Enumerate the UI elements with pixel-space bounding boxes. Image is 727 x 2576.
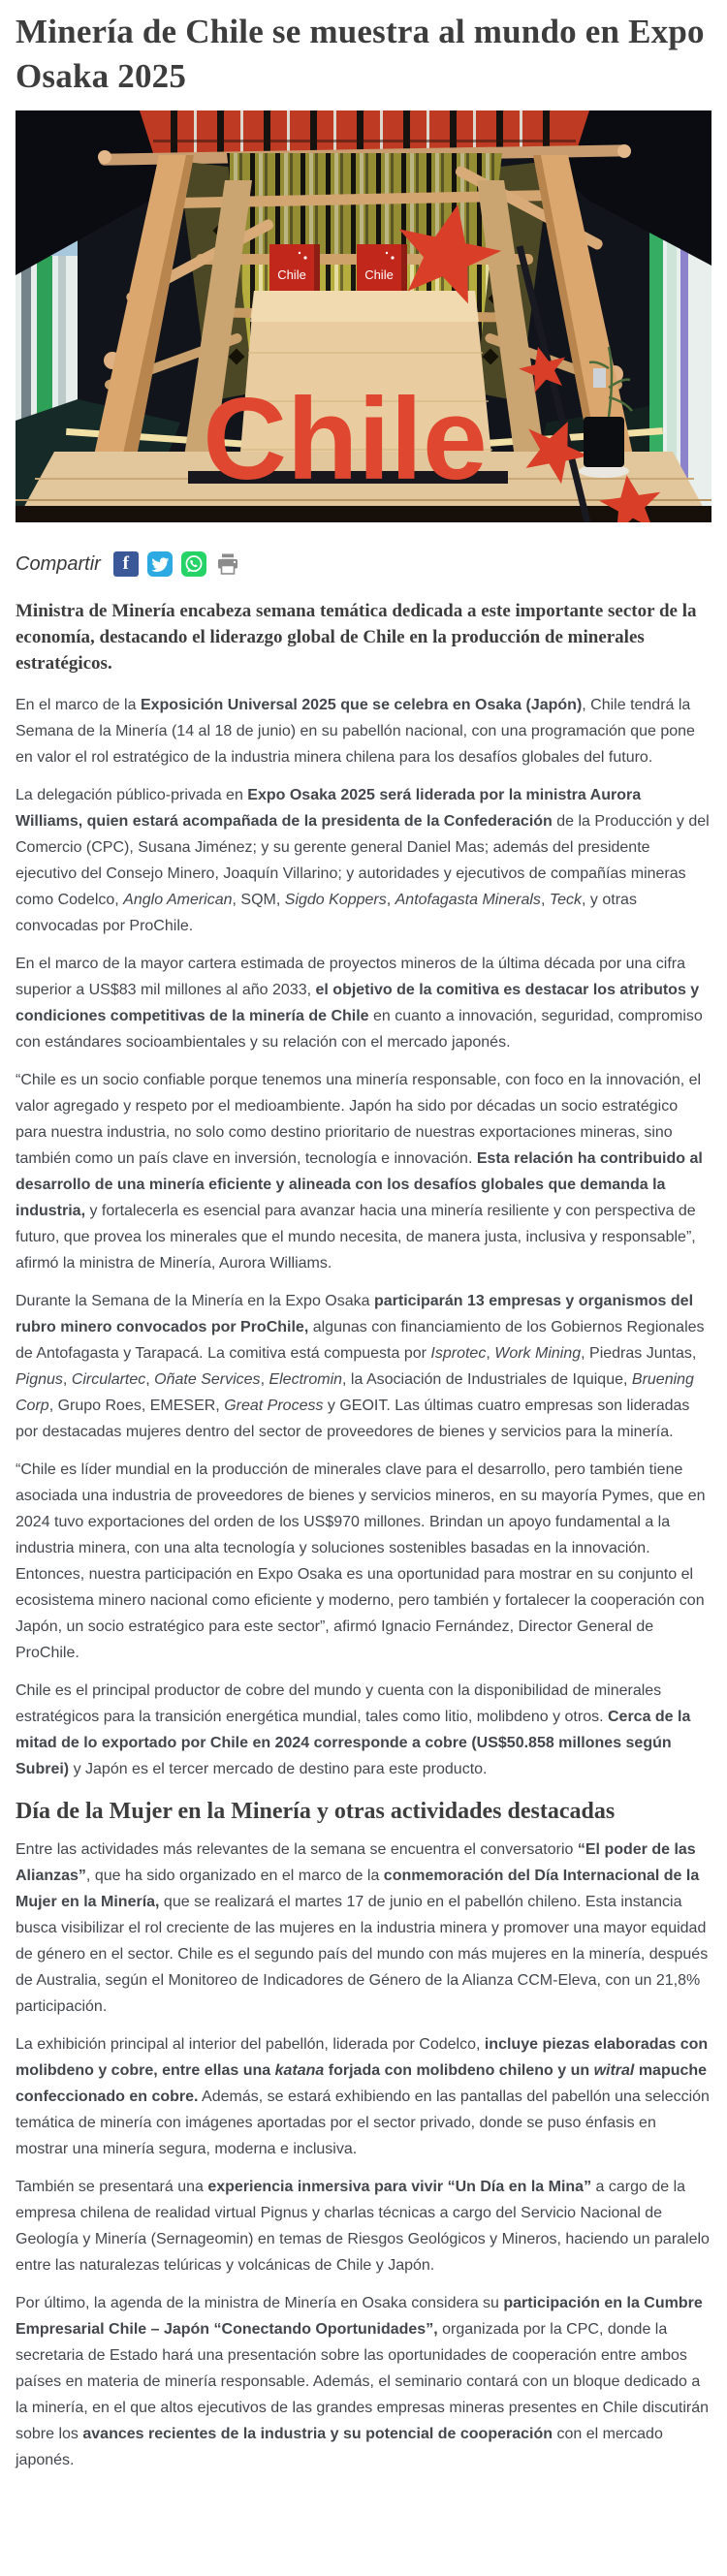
hero-image <box>16 110 711 522</box>
print-button[interactable] <box>215 551 240 577</box>
paragraph: “Chile es un socio confiable porque tenemos una minería responsable, con foco en la innovación, el valor agregado y respeto por el medioambiente. Japón ha sido por décadas un socio estratégico para nuestra industria, no solo como destino prioritario de nuestras exportaciones mineras, sino también como un país clave en inversión, tecnología e innovación. Esta relación ha contribuido al desarrollo de una minería eficiente y alineada con los desafíos globales que demanda la industria, y fortalecerla es esencial para avanzar hacia una minería resiliente y con perspectiva de futuro, que provea los minerales que el mundo necesita, de manera justa, inclusiva y responsable”, afirmó la ministra de Minería, Aurora Williams. <box>16 1072 703 1272</box>
paragraph: Chile es el principal productor de cobre del mundo y cuenta con la disponibilidad de minerales estratégicos para la transición energética mundial, tales como litio, molibdeno y otros. Cerca de la mitad de lo exportado por Chile en 2024 corresponde a cobre (US$50.858 millones según Subrei) y Japón es el tercer mercado de destino para este producto. <box>16 1682 691 1777</box>
paragraph: En el marco de la Exposición Universal 2025 que se celebra en Osaka (Japón), Chile tendrá la Semana de la Minería (14 al 18 de junio) en su pabellón nacional, con una programación que pone en valor el rol estratégico de la industria minera chilena para los desafíos globales del futuro. <box>16 697 695 766</box>
paragraph: “Chile es líder mundial en la producción de minerales clave para el desarrollo, pero también tiene asociada una industria de proveedores de bienes y servicios mineros, en su mayoría Pymes, que en 2024 tuvo exportaciones del orden de los US$970 millones. Brindan un apoyo fundamental a la industria minera, con una alta tecnología y soluciones sostenibles basadas en la innovación. Entonces, nuestra participación en Expo Osaka es una oportunidad para mostrar en su conjunto el ecosistema minero nacional como eficiente y moderno, pero también y fortalecer la cooperación con Japón, un socio estratégico para este sector”, afirmó Ignacio Fernández, Director General de ProChile. <box>16 1461 706 1661</box>
facebook-icon: f <box>122 553 129 574</box>
facebook-share-button[interactable] <box>113 551 139 577</box>
twitter-bird-icon <box>147 551 173 577</box>
paragraph: Durante la Semana de la Minería en la Expo Osaka participarán 13 empresas y organismos del rubro minero convocados por ProChile, algunas con financiamiento de los Gobiernos Regionales de Antofagasta y Tarapacá. La comitiva está compuesta por Isprotec, Work Mining, Piedras Juntas, Pignus, Circulartec, Oñate Services, Electromin, la Asociación de Industriales de Iquique, Bruening Corp, Grupo Roes, EMESER, Great Process y GEOIT. Las últimas cuatro empresas son lideradas por destacadas mujeres dentro del sector de proveedores de bienes y servicios para la minería. <box>16 1293 705 1440</box>
twitter-share-button[interactable] <box>147 551 173 577</box>
chile-cube-left <box>269 244 320 293</box>
paragraph: Por último, la agenda de la ministra de Minería en Osaka considera su participación en la Cumbre Empresarial Chile – Japón “Conectando Oportunidades”, organizada por la CPC, donde la secretaria de Estado hará una presentación sobre las oportunidades de cooperación entre ambos países en materia de minería responsable. Además, el seminario contará con un bloque dedicado a la minería, en el que altos ejecutivos de las grandes empresas mineras presentes en Chile discutirán sobre los avances recientes de la industria y su potencial de cooperación con el mercado japonés. <box>16 2295 710 2468</box>
paragraph: Entre las actividades más relevantes de la semana se encuentra el conversatorio “El poder de las Alianzas”, que ha sido organizado en el marco de la conmemoración del Día Internacional de la Mujer en la Minería, que se realizará el martes 17 de junio en el pabellón chileno. Esta instancia busca visibilizar el rol creciente de las mujeres en la industria minera y promover una mayor equidad de género en el sector. Chile es el segundo país del mundo con más mujeres en la minería, después de Australia, según el Monitoreo de Indicadores de Género de la Alianza CCM-Eleva, con un 21,8% participación. <box>16 1841 709 2015</box>
page-title: Minería de Chile se muestra al mundo en Expo Osaka 2025 <box>16 13 705 95</box>
svg-text:Chile: Chile <box>364 267 394 282</box>
share-row <box>16 551 711 577</box>
printer-icon <box>215 551 240 577</box>
article-lede: Ministra de Minería encabeza semana temática dedicada a este importante sector de la economía, destacando el liderazgo global de Chile en la producción de minerales estratégicos. <box>16 601 697 674</box>
paragraph: La delegación público-privada en Expo Osaka 2025 será liderada por la ministra Aurora Williams, quien estará acompañada de la presidenta de la Confederación de la Producción y del Comercio (CPC), Susana Jiménez; y su gerente general Daniel Mas; además del presidente ejecutivo del Consejo Minero, Joaquín Villarino; y autoridades y ejecutivos de compañías mineras como Codelco, Anglo American, SQM, Sigdo Koppers, Antofagasta Minerals, Teck, y otras convocadas por ProChile. <box>16 787 710 934</box>
paragraph: También se presentará una experiencia inmersiva para vivir “Un Día en la Mina” a cargo de la empresa chilena de realidad virtual Pignus y charlas técnicas a cargo del Servicio Nacional de Geología y Minería (Sernageomin) en temas de Riesgos Geológicos y Mineros, haciendo un paralelo entre las naturalezas telúricas y volcánicas de Chile y Japón. <box>16 2179 710 2274</box>
section-heading: Día de la Mujer en la Minería y otras actividades destacadas <box>16 1799 616 1824</box>
paragraph: La exhibición principal al interior del pabellón, liderada por Codelco, incluye piezas elaboradas con molibdeno y cobre, entre ellas una katana forjada con molibdeno chileno y un witral mapuche confeccionado en cobre. Además, se estará exhibiendo en las pantallas del pabellón una selección temática de minería con imágenes aportadas por el sector privado, donde se puso énfasis en mostrar una minería segura, moderna e inclusiva. <box>16 2036 710 2157</box>
chile-sign-text: Chile <box>203 374 488 504</box>
chile-cube-right <box>357 244 407 293</box>
svg-text:Chile: Chile <box>277 267 306 282</box>
share-label: Compartir <box>16 552 101 575</box>
whatsapp-share-button[interactable] <box>181 551 206 577</box>
chile-pavilion-photo <box>16 110 711 522</box>
whatsapp-icon <box>181 551 206 577</box>
paragraph: En el marco de la mayor cartera estimada de proyectos mineros de la última década por una cifra superior a US$83 mil millones al año 2033, el objetivo de la comitiva es destacar los atributos y condiciones competitivas de la minería de Chile en cuanto a innovación, seguridad, compromiso con estándares socioambientales y su relación con el mercado japonés. <box>16 956 703 1051</box>
